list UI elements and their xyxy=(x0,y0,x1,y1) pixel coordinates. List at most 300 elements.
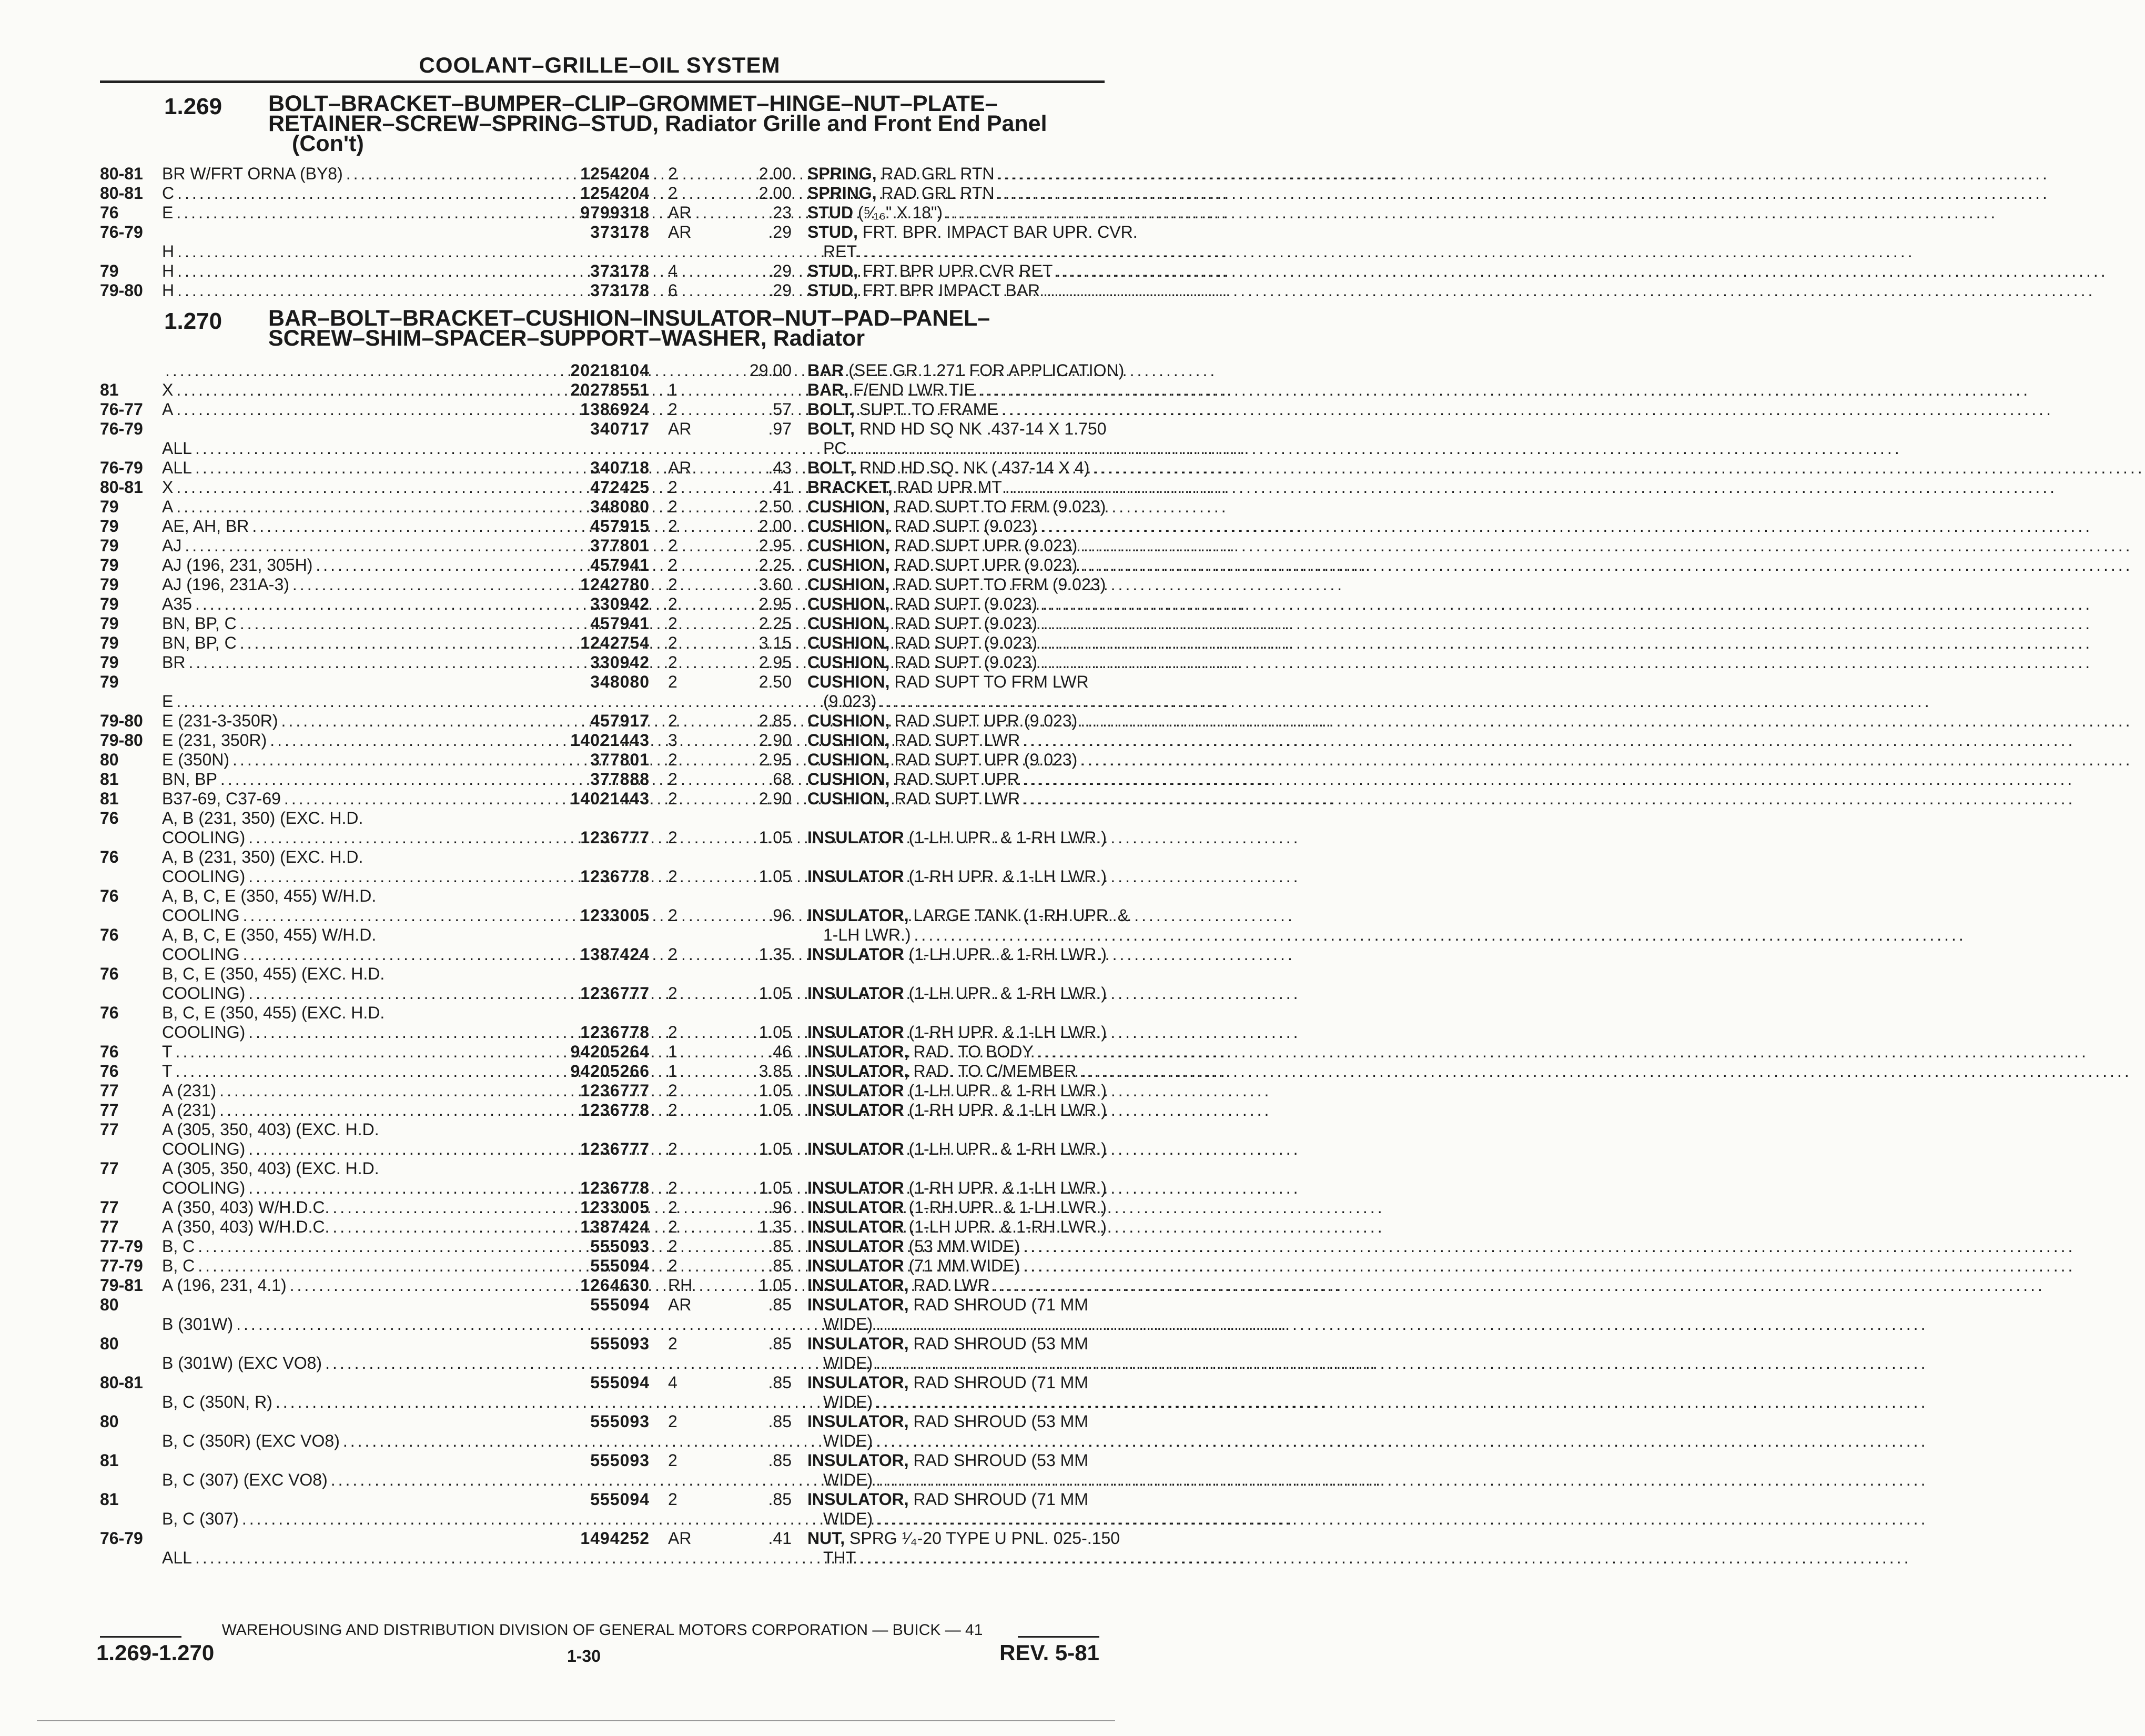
table-row xyxy=(100,380,1105,400)
part-name: INSULATOR xyxy=(807,1178,904,1197)
table-row xyxy=(100,184,1105,203)
application-text: B, C (307) (EXC VO8) xyxy=(162,1470,328,1489)
description xyxy=(807,750,1105,770)
description xyxy=(807,711,1105,731)
quantity: AR xyxy=(668,223,692,241)
description xyxy=(807,1412,1105,1451)
leader-dots xyxy=(1092,458,2144,478)
application xyxy=(162,692,551,711)
model-year: 79-80 xyxy=(100,731,143,750)
description-line xyxy=(807,1451,1105,1470)
price: 1.05 xyxy=(758,1101,792,1119)
table-row xyxy=(100,203,1105,223)
leader-dots xyxy=(946,203,1998,223)
part-name: INSULATOR xyxy=(807,945,904,964)
part-number: 555093 xyxy=(590,1237,650,1256)
description-line xyxy=(807,653,1105,672)
application-line xyxy=(162,692,551,711)
leader-dots xyxy=(1080,536,2132,556)
description xyxy=(807,1334,1105,1373)
table-row xyxy=(100,1159,1105,1198)
application-text: B, C, E (350, 455) (EXC. H.D. xyxy=(162,964,385,983)
description-line xyxy=(807,242,1105,261)
description-text: RAD LWR xyxy=(913,1276,990,1295)
page-title: COOLANT–GRILLE–OIL SYSTEM xyxy=(419,53,781,77)
description-text: RAD SUPT UPR (9.023) xyxy=(894,711,1078,730)
description-line xyxy=(807,164,1105,184)
application-text: A, B, C, E (350, 455) W/H.D. xyxy=(162,886,377,905)
description-text: RAD SUPT (9.023) xyxy=(894,633,1037,652)
application-line xyxy=(162,809,551,828)
description-line xyxy=(807,497,1105,517)
price: 1.05 xyxy=(758,867,792,886)
price: 2.95 xyxy=(758,653,792,672)
description-text: RAD. TO C/MEMBER xyxy=(913,1062,1077,1081)
section-1-269-heading xyxy=(100,91,1105,167)
application-text: A xyxy=(162,497,174,516)
table-row xyxy=(100,1081,1105,1101)
model-year: 79 xyxy=(100,672,119,691)
description xyxy=(807,1256,1105,1276)
part-name: INSULATOR, xyxy=(807,1451,909,1470)
quantity: 2 xyxy=(668,1081,677,1100)
part-number: 94205266 xyxy=(570,1062,650,1081)
leader-dots xyxy=(849,439,1901,458)
description-text: (1-LH UPR. & 1-RH LWR.) xyxy=(908,1139,1107,1158)
description-line xyxy=(807,770,1105,789)
description-text: FRT BPR IMPACT BAR xyxy=(862,281,1040,300)
application-text: COOLING) xyxy=(162,828,246,847)
price: 2.95 xyxy=(758,750,792,769)
description-text: 1-LH LWR.) xyxy=(823,925,911,944)
table-row xyxy=(100,281,1105,300)
application-text: AJ (196, 231, 305H) xyxy=(162,556,313,574)
section-title xyxy=(268,91,1105,156)
description-text: WIDE) xyxy=(823,1392,873,1411)
application-text: COOLING) xyxy=(162,1023,246,1042)
part-number: 1387424 xyxy=(580,945,650,964)
application-text: T xyxy=(162,1062,173,1081)
leader-dots xyxy=(1001,400,2053,419)
table-row xyxy=(100,964,1105,1003)
price: .85 xyxy=(768,1334,792,1353)
description-text: (1-LH UPR. & 1-RH LWR.) xyxy=(908,1217,1107,1236)
description-line xyxy=(807,203,1105,223)
section-subtitle: Radiator xyxy=(773,326,865,351)
application-text: B, C (350N, R) xyxy=(162,1392,272,1411)
application-text: C xyxy=(162,184,175,203)
part-number: 1236778 xyxy=(580,1023,650,1042)
part-number: 1494252 xyxy=(580,1529,650,1548)
table-row xyxy=(100,1295,1105,1334)
application-text: A, B (231, 350) (EXC. H.D. xyxy=(162,809,363,827)
part-number: 373178 xyxy=(590,223,650,241)
price: .96 xyxy=(768,1198,792,1217)
application-text: E xyxy=(162,203,174,222)
application-text: B, C xyxy=(162,1237,195,1256)
part-number: 555094 xyxy=(590,1373,650,1392)
part-number: 1386924 xyxy=(580,400,650,419)
price: .85 xyxy=(768,1451,792,1470)
price: 2.85 xyxy=(758,711,792,730)
part-number: 1233005 xyxy=(580,1198,650,1217)
table-row xyxy=(100,847,1105,886)
part-number: 457915 xyxy=(590,517,650,536)
description xyxy=(807,203,1105,223)
application-line xyxy=(162,886,551,906)
description xyxy=(807,1490,1105,1529)
price: 1.05 xyxy=(758,828,792,847)
description-text: RAD. TO BODY xyxy=(913,1042,1034,1061)
part-name: STUD xyxy=(807,203,854,222)
part-number: 377801 xyxy=(590,536,650,555)
part-name: STUD, xyxy=(807,261,858,280)
quantity: 2 xyxy=(668,400,677,419)
description-text: RAD SHROUD (53 MM xyxy=(913,1451,1088,1470)
description xyxy=(807,1062,1105,1081)
model-year: 79 xyxy=(100,497,119,516)
quantity: 4 xyxy=(668,1373,677,1392)
part-name: INSULATOR xyxy=(807,867,904,886)
description-text: RAD SUPT (9.023) xyxy=(894,594,1037,613)
part-number: 457941 xyxy=(590,556,650,574)
leader-dots xyxy=(876,1392,1928,1412)
section-title-line: SCREW–SHIM–SPACER–SUPPORT–WASHER, xyxy=(268,326,767,351)
application-text: A (196, 231, 4.1) xyxy=(162,1276,287,1295)
price: 2.90 xyxy=(758,789,792,808)
part-name: INSULATOR, xyxy=(807,1373,909,1392)
part-number: 1236778 xyxy=(580,1178,650,1197)
header-rule xyxy=(100,80,1105,83)
description-text: (1-RH UPR. & 1-LH LWR.) xyxy=(908,867,1107,886)
description-text: (9.023) xyxy=(823,692,877,711)
description-text: (53 MM WIDE) xyxy=(908,1237,1020,1256)
description-line xyxy=(807,1217,1105,1237)
model-year: 80-81 xyxy=(100,164,143,183)
application-text: COOLING) xyxy=(162,1139,246,1158)
description-line xyxy=(807,1081,1105,1101)
description-line xyxy=(807,1412,1105,1431)
leader-dots xyxy=(993,1276,2045,1295)
model-year: 77 xyxy=(100,1198,119,1217)
price: .41 xyxy=(768,478,792,497)
description-line xyxy=(807,1548,1105,1568)
part-name: CUSHION, xyxy=(807,731,890,750)
description xyxy=(807,1101,1105,1120)
part-name: INSULATOR xyxy=(807,1198,904,1217)
model-year: 76 xyxy=(100,1003,119,1022)
model-year: 76 xyxy=(100,964,119,983)
description-text: RAD SUPT UPR (9.023) xyxy=(894,556,1078,574)
part-name: BOLT, xyxy=(807,400,855,419)
part-name: CUSHION, xyxy=(807,517,890,536)
quantity: 2 xyxy=(668,497,677,516)
table-row xyxy=(100,1451,1105,1490)
application-text: ALL xyxy=(162,439,192,458)
table-row xyxy=(100,1198,1105,1217)
part-number: 348080 xyxy=(590,672,650,691)
section-subtitle: Radiator Grille and Front End Panel xyxy=(665,111,1047,136)
part-name: INSULATOR, xyxy=(807,1295,909,1314)
leader-dots xyxy=(1040,653,2092,672)
price: .43 xyxy=(768,458,792,477)
table-row xyxy=(100,419,1105,458)
leader-dots xyxy=(879,692,1931,711)
leader-dots xyxy=(1040,517,2092,536)
description xyxy=(807,1529,1120,1568)
price: 3.60 xyxy=(758,575,792,594)
part-number: 14021443 xyxy=(570,789,650,808)
description-line xyxy=(807,517,1105,536)
model-year: 76-79 xyxy=(100,1529,143,1548)
quantity: 2 xyxy=(668,1139,677,1158)
part-name: CUSHION, xyxy=(807,789,890,808)
description-text: (1-LH UPR. & 1-RH LWR.) xyxy=(908,1081,1107,1100)
description-text: RAD SUPT TO FRM LWR xyxy=(894,672,1089,691)
description-line xyxy=(807,361,1125,380)
description-text: (1-LH UPR. & 1-RH LWR.) xyxy=(908,945,1107,964)
description-text: RAD GRL RTN xyxy=(881,164,995,183)
description-line xyxy=(807,575,1105,594)
part-name: INSULATOR, xyxy=(807,1334,909,1353)
table-row xyxy=(100,1120,1105,1159)
part-number: 1236778 xyxy=(580,1101,650,1119)
application xyxy=(162,1392,551,1412)
description-line xyxy=(807,380,1105,400)
table-row xyxy=(100,1373,1105,1412)
price: 1.05 xyxy=(758,1276,792,1295)
description-line xyxy=(807,1178,1105,1198)
table-row xyxy=(100,1334,1105,1373)
quantity: 2 xyxy=(668,184,677,203)
application-text: B, C, E (350, 455) (EXC. H.D. xyxy=(162,1003,385,1022)
model-year: 79 xyxy=(100,633,119,652)
part-name: BRACKET, xyxy=(807,478,893,497)
quantity: 2 xyxy=(668,556,677,574)
part-number: 14021443 xyxy=(570,731,650,750)
part-number: 340717 xyxy=(590,419,650,438)
model-year: 79-80 xyxy=(100,711,143,730)
application-line xyxy=(162,925,551,945)
description-line xyxy=(807,1101,1105,1120)
parts-table-1-269 xyxy=(100,164,1138,300)
part-number: 555093 xyxy=(590,1451,650,1470)
application xyxy=(162,1354,551,1373)
table-row xyxy=(100,458,1105,478)
description xyxy=(807,556,1105,575)
part-number: 555094 xyxy=(590,1256,650,1275)
description-text: RND HD SQ. NK (.437-14 X 4) xyxy=(859,458,1090,477)
description-text: LARGE TANK (1-RH UPR. & xyxy=(913,906,1129,925)
leader-dots xyxy=(1040,614,2092,633)
description-line xyxy=(807,1256,1105,1276)
application-line xyxy=(162,847,551,867)
application-line xyxy=(162,1392,551,1412)
description-text: RAD SUPT TO FRM (9.023) xyxy=(894,497,1106,516)
table-row xyxy=(100,731,1105,750)
description-line xyxy=(807,1198,1105,1217)
part-name: CUSHION, xyxy=(807,614,890,633)
quantity: 2 xyxy=(668,517,677,536)
price: 1.35 xyxy=(758,1217,792,1236)
price: .41 xyxy=(768,1529,792,1548)
description-text: RAD SUPT (9.023) xyxy=(894,517,1037,536)
application-text: BN, BP, C xyxy=(162,633,237,652)
table-row xyxy=(100,594,1105,614)
description-line xyxy=(807,731,1105,750)
description xyxy=(807,223,1138,261)
description-text: (1-RH UPR. & 1-LH LWR.) xyxy=(908,1198,1107,1217)
price: .85 xyxy=(768,1237,792,1256)
application-text: A35 xyxy=(162,594,192,613)
description-line xyxy=(807,828,1105,847)
model-year: 81 xyxy=(100,789,119,808)
description xyxy=(807,1139,1105,1159)
description-line xyxy=(807,1042,1105,1062)
description-text: PC xyxy=(823,439,847,458)
table-row xyxy=(100,400,1105,419)
quantity: 2 xyxy=(668,1334,677,1353)
application-text: A (350, 403) W/H.D.C. xyxy=(162,1198,330,1217)
model-year: 81 xyxy=(100,1451,119,1470)
description-line xyxy=(807,672,1105,692)
description-line xyxy=(807,789,1105,809)
table-row xyxy=(100,361,1125,380)
application-text: B37-69, C37-69 xyxy=(162,789,281,808)
part-name: NUT, xyxy=(807,1529,845,1548)
application-text: B (301W) (EXC VO8) xyxy=(162,1354,322,1372)
description xyxy=(807,770,1105,789)
application-line xyxy=(162,1548,551,1568)
part-name: INSULATOR xyxy=(807,1023,904,1042)
leader-dots xyxy=(1023,789,2075,809)
application-text: BR xyxy=(162,653,186,672)
application-text: B, C (350R) (EXC VO8) xyxy=(162,1431,340,1450)
quantity: 2 xyxy=(668,1023,677,1042)
price: 1.05 xyxy=(758,1023,792,1042)
section-title-line: BOLT–BRACKET–BUMPER–CLIP–GROMMET–HINGE–NUT–PLATE– xyxy=(268,91,998,116)
price: .96 xyxy=(768,906,792,925)
description-line xyxy=(807,261,1105,281)
application-text: BN, BP xyxy=(162,770,217,789)
part-number: 1264630 xyxy=(580,1276,650,1295)
footer-publisher: WAREHOUSING AND DISTRIBUTION DIVISION OF GENERAL MOTORS CORPORATION — BUICK — 41 xyxy=(221,1621,983,1639)
price: 2.95 xyxy=(758,536,792,555)
part-name: CUSHION, xyxy=(807,497,890,516)
table-row xyxy=(100,770,1105,789)
price: .46 xyxy=(768,1042,792,1061)
description xyxy=(807,1373,1105,1412)
description xyxy=(807,261,1105,281)
table-row xyxy=(100,1062,1105,1081)
application-line xyxy=(162,1120,551,1139)
model-year: 79-81 xyxy=(100,1276,143,1295)
price: 1.05 xyxy=(758,984,792,1003)
application-text: A (231) xyxy=(162,1081,217,1100)
application-line xyxy=(162,1315,551,1334)
part-name: CUSHION, xyxy=(807,536,890,555)
description xyxy=(807,380,1105,400)
model-year: 77-79 xyxy=(100,1237,143,1256)
description-text: WIDE) xyxy=(823,1431,873,1450)
application xyxy=(162,1509,551,1529)
description-text: WIDE) xyxy=(823,1509,873,1528)
price: 2.00 xyxy=(758,164,792,183)
price: .57 xyxy=(768,400,792,419)
description-text: RAD SUPT UPR (9.023) xyxy=(894,536,1078,555)
price: 1.05 xyxy=(758,1081,792,1100)
price: 2.50 xyxy=(758,497,792,516)
part-name: INSULATOR xyxy=(807,984,904,1003)
description-text: (1-RH UPR. & 1-LH LWR.) xyxy=(908,1101,1107,1119)
quantity: 2 xyxy=(668,594,677,613)
description-line xyxy=(807,984,1105,1003)
price: .85 xyxy=(768,1490,792,1509)
description-line xyxy=(807,184,1105,203)
quantity: AR xyxy=(668,1295,692,1314)
description-text: RAD SUPT UPR xyxy=(894,770,1020,789)
model-year: 81 xyxy=(100,380,119,399)
quantity: 2 xyxy=(668,1412,677,1431)
description-line xyxy=(807,1354,1105,1373)
description-line xyxy=(807,711,1105,731)
application-text: A, B (231, 350) (EXC. H.D. xyxy=(162,847,363,866)
leader-dots xyxy=(1037,1042,2089,1062)
table-row xyxy=(100,1217,1105,1237)
description xyxy=(807,419,1105,458)
description xyxy=(807,400,1105,419)
model-year: 80-81 xyxy=(100,478,143,497)
application-text: COOLING) xyxy=(162,1178,246,1197)
quantity: 2 xyxy=(668,633,677,652)
quantity: 2 xyxy=(668,789,677,808)
part-number: 20278551 xyxy=(570,380,650,399)
application-text: E (350N) xyxy=(162,750,230,769)
leader-dots xyxy=(1040,594,2092,614)
part-name: INSULATOR xyxy=(807,1081,904,1100)
quantity: RH xyxy=(668,1276,693,1295)
quantity: 2 xyxy=(668,711,677,730)
quantity: 1 xyxy=(668,1042,677,1061)
description-line xyxy=(807,1373,1105,1392)
part-number: 94205264 xyxy=(570,1042,650,1061)
application-text: H xyxy=(162,242,175,261)
table-row xyxy=(100,614,1105,633)
description-line xyxy=(807,281,1105,300)
description-line xyxy=(807,1392,1105,1412)
part-name: BOLT, xyxy=(807,419,855,438)
application-text: A, B, C, E (350, 455) W/H.D. xyxy=(162,925,377,944)
description-text: RAD SHROUD (71 MM xyxy=(913,1295,1088,1314)
description-text: WIDE) xyxy=(823,1315,873,1334)
model-year: 79 xyxy=(100,517,119,536)
model-year: 77 xyxy=(100,1120,119,1139)
description-text: THT xyxy=(823,1548,856,1567)
description xyxy=(807,828,1105,847)
part-number: 555093 xyxy=(590,1412,650,1431)
part-number: 330942 xyxy=(590,653,650,672)
model-year: 77 xyxy=(100,1081,119,1100)
price: 2.95 xyxy=(758,594,792,613)
part-name: CUSHION, xyxy=(807,575,890,594)
section-continued: (Con't) xyxy=(292,131,364,156)
model-year: 79 xyxy=(100,556,119,574)
description-text: RAD GRL RTN xyxy=(881,184,995,203)
description-line xyxy=(807,1023,1105,1042)
part-name: CUSHION, xyxy=(807,750,890,769)
leader-dots xyxy=(1080,711,2132,731)
part-name: BOLT, xyxy=(807,458,855,477)
